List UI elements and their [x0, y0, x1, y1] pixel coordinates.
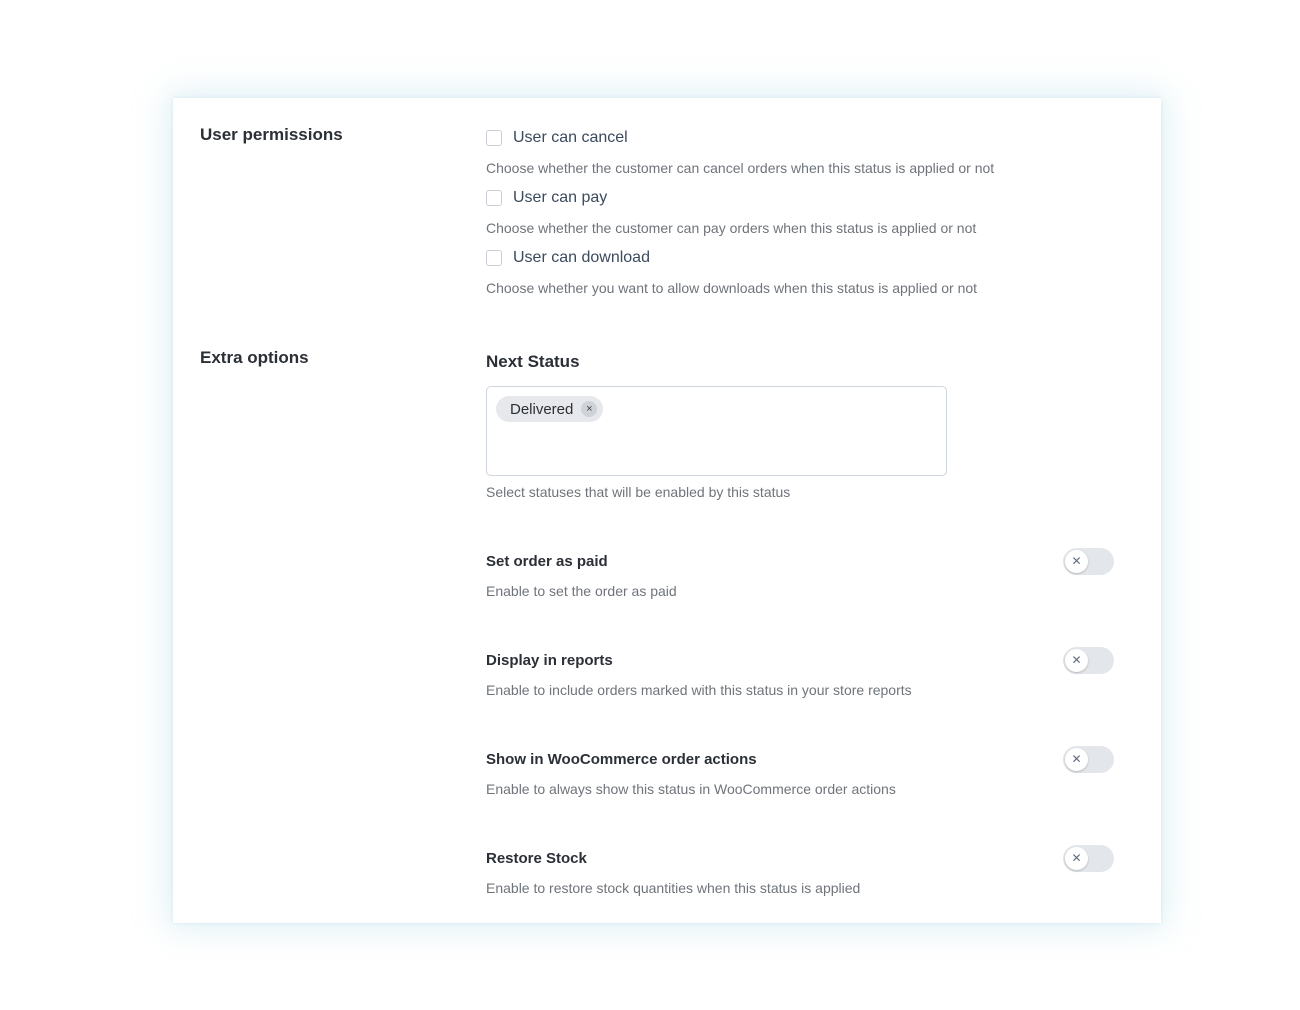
remove-chip-icon[interactable]: ×: [581, 401, 597, 417]
user-can-cancel-row[interactable]: [486, 127, 628, 149]
user-can-pay-description: Choose whether the customer can pay orders when this status is applied or not: [486, 220, 977, 236]
restore-stock-description: Enable to restore stock quantities when this status is applied: [486, 880, 861, 896]
set-order-paid-toggle[interactable]: [1063, 548, 1114, 575]
set-order-paid-description: Enable to set the order as paid: [486, 583, 677, 599]
next-status-label: Next Status: [486, 352, 580, 371]
user-permissions-heading: User permissions: [200, 125, 343, 144]
display-in-reports-toggle[interactable]: [1063, 647, 1114, 674]
selected-status-chip: [496, 396, 603, 422]
user-can-download-label[interactable]: User can download: [513, 249, 650, 266]
display-in-reports-description: Enable to include orders marked with this status in your store reports: [486, 682, 912, 698]
user-can-download-checkbox[interactable]: [486, 250, 502, 266]
close-icon: ✕: [1065, 748, 1088, 771]
user-can-download-description: Choose whether you want to allow downloads when this status is applied or not: [486, 280, 978, 296]
user-can-cancel-checkbox[interactable]: [486, 130, 502, 146]
settings-card: [173, 98, 1161, 923]
set-order-paid-title: Set order as paid: [486, 553, 608, 570]
next-status-select[interactable]: [486, 386, 947, 476]
restore-stock-toggle[interactable]: [1063, 845, 1114, 872]
user-can-pay-checkbox[interactable]: [486, 190, 502, 206]
show-in-order-actions-description: Enable to always show this status in WooCommerce order actions: [486, 781, 896, 797]
chip-label: Delivered: [510, 400, 574, 418]
user-can-cancel-label[interactable]: User can cancel: [513, 129, 628, 146]
user-can-download-row[interactable]: [486, 247, 650, 269]
display-in-reports-title: Display in reports: [486, 652, 613, 669]
close-icon: ✕: [1065, 550, 1088, 573]
show-in-order-actions-toggle[interactable]: [1063, 746, 1114, 773]
restore-stock-title: Restore Stock: [486, 850, 587, 867]
user-can-pay-row[interactable]: [486, 187, 607, 209]
user-can-pay-label[interactable]: User can pay: [513, 189, 608, 206]
extra-options-heading: Extra options: [200, 348, 309, 367]
close-icon: ✕: [1065, 649, 1088, 672]
next-status-description: Select statuses that will be enabled by this status: [486, 484, 791, 500]
show-in-order-actions-title: Show in WooCommerce order actions: [486, 751, 757, 768]
close-icon: ✕: [1065, 847, 1088, 870]
user-can-cancel-description: Choose whether the customer can cancel orders when this status is applied or not: [486, 160, 995, 176]
